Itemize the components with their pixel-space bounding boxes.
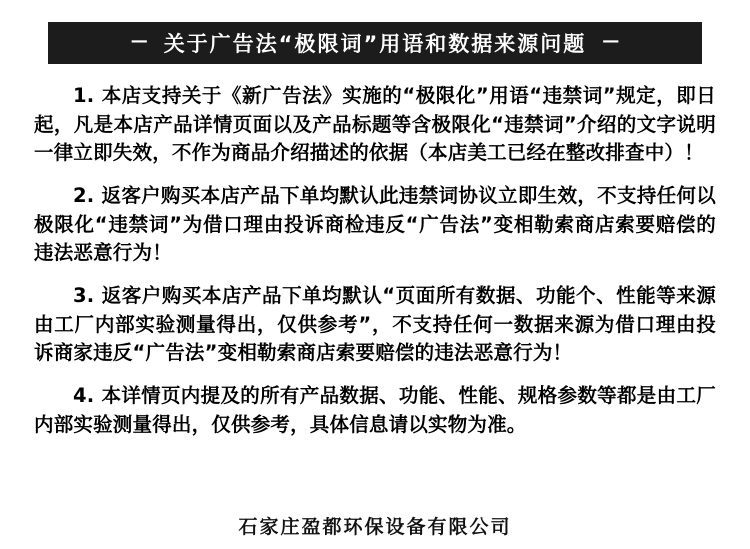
document-page <box>0 22 750 549</box>
paragraph-2: 2. 返客户购买本店产品下单均默认此违禁词协议立即生效，不支持任何以极限化“违禁词”为借口理由投诉商检违反“广告法”变相勒索商店索要赔偿的违法恶意行为！ <box>34 183 716 265</box>
title-left-dash-icon: — <box>130 31 148 51</box>
document-body <box>34 64 716 439</box>
title-right-dash-icon: — <box>602 31 620 51</box>
paragraph-4: 4. 本详情页内提及的所有产品数据、功能、性能、规格参数等都是由工厂内部实验测量得出，仅供参考，具体信息请以实物为准。 <box>34 383 716 436</box>
company-footer: 石家庄盈都环保设备有限公司 <box>238 516 512 538</box>
paragraph-3: 3. 返客户购买本店产品下单均默认“页面所有数据、功能个、性能等来源由工厂内部实验测量得出，仅供参考”，不支持任何一数据来源为借口理由投诉商家违反“广告法”变相勒索商店索要赔偿的违法恶意行为！ <box>34 283 716 365</box>
paragraph-1: 1. 本店支持关于《新广告法》实施的“极限化”用语“违禁词”规定，即日起，凡是本店产品详情页面以及产品标题等含极限化“违禁词”介绍的文字说明一律立即失效，不作为商品介绍描述的依据（本店美工已经在整改排查中）！ <box>34 84 716 165</box>
title-banner <box>48 22 702 64</box>
page-title: 关于广告法“极限词”用语和数据来源问题 <box>163 32 587 56</box>
